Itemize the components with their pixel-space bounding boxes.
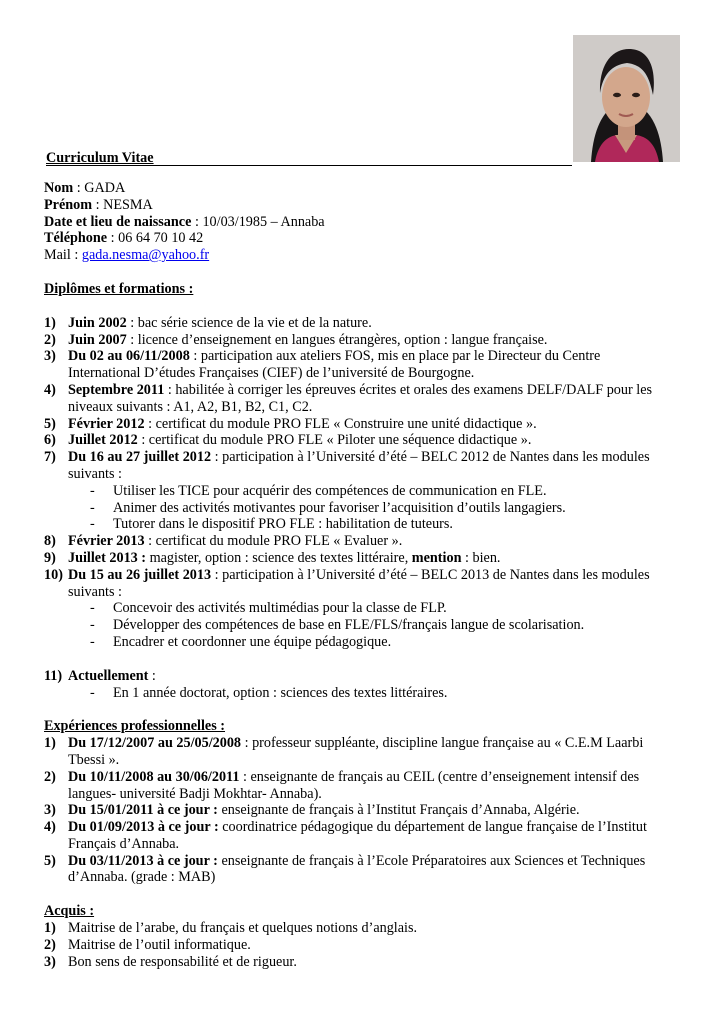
item-lead: Juin 2002 <box>68 314 127 331</box>
diplome-item <box>44 348 684 382</box>
item-text <box>68 533 684 550</box>
item-lead: Février 2012 <box>68 415 145 432</box>
item-number: 9) <box>44 549 56 566</box>
item-number: 3) <box>44 953 56 970</box>
item-lead: Du 15 au 26 juillet 2013 <box>68 566 212 583</box>
sub-list-item: - Développer des compétences de base en FLE/FLS/français langue de scolarisation. <box>90 617 684 634</box>
item-text <box>68 382 684 399</box>
item-lead: Du 03/11/2013 à ce jour : <box>68 852 218 869</box>
item-text <box>68 315 684 332</box>
item-text <box>68 550 684 567</box>
item-text <box>68 449 684 466</box>
identity-section <box>44 180 684 970</box>
sub-list-item: - Animer des activités motivantes pour favoriser l’acquisition d’outils langagiers. <box>90 500 684 517</box>
experience-item <box>44 802 684 819</box>
item-continuation: niveaux suivants : A1, A2, B1, B2, C1, C2. <box>68 398 313 415</box>
sub-list-item: - Tutorer dans le dispositif PRO FLE : habilitation de tuteurs. <box>90 516 684 533</box>
experiences-heading: Expériences professionnelles : <box>44 718 226 735</box>
sub-list-item: - Utiliser les TICE pour acquérir des compétences de communication en FLE. <box>90 483 684 500</box>
nom-line: Nom : GADA <box>44 180 126 196</box>
item-desc: : participation à l’Université d’été – BELC 2012 de Nantes dans les modules <box>211 449 650 466</box>
item-desc: : <box>148 667 156 684</box>
item-desc: coordinatrice pédagogique du département de langue française de l’Institut <box>218 819 647 836</box>
item-desc: : habilitée à corriger les épreuves écrites et orales des examens DELF/DALF pour les <box>164 381 653 398</box>
item-number: 1) <box>44 920 56 937</box>
diplome-item <box>44 550 684 567</box>
item-tail: : bien. <box>461 549 501 566</box>
item-text <box>68 769 684 786</box>
item-lead: Du 16 au 27 juillet 2012 <box>68 449 212 466</box>
portrait-photo <box>573 35 680 162</box>
item-lead: Février 2013 <box>68 533 145 550</box>
item-emphasis: mention <box>411 549 462 566</box>
item-text <box>68 668 684 685</box>
naissance-line: Date et lieu de naissance : 10/03/1985 – Annaba <box>44 213 325 230</box>
diplome-item <box>44 449 684 533</box>
email-link[interactable]: gada.nesma@yahoo.fr <box>81 247 210 264</box>
diplome-item <box>44 567 684 651</box>
item-number: 10) <box>44 566 63 583</box>
item-desc: Maitrise de l’arabe, du français et quelques notions d’anglais. <box>68 920 418 937</box>
item-text <box>68 332 684 349</box>
actuel-item <box>44 668 684 702</box>
item-continuation: langues- université Badji Mokhtar- Annaba). <box>68 785 322 802</box>
item-number: 6) <box>44 432 56 449</box>
item-desc: : licence d’enseignement en langues étrangères, option : langue française. <box>126 331 548 348</box>
acquis-item <box>44 920 684 937</box>
item-lead: Du 10/11/2008 au 30/06/2011 <box>68 768 240 785</box>
diplomes-heading: Diplômes et formations : <box>44 280 194 297</box>
sub-list-item: - En 1 année doctorat, option : sciences des textes littéraires. <box>90 685 684 702</box>
item-number: 5) <box>44 415 56 432</box>
item-desc: enseignante de français à l’Ecole Préparatoires aux Sciences et Techniques <box>217 852 646 869</box>
item-desc: Bon sens de responsabilité et de rigueur. <box>68 953 297 970</box>
item-number: 7) <box>44 449 56 466</box>
item-lead: Du 17/12/2007 au 25/05/2008 <box>68 735 242 752</box>
experience-item <box>44 853 684 887</box>
item-desc: : participation aux ateliers FOS, mis en place par le Directeur du Centre <box>189 348 601 365</box>
item-desc: enseignante de français à l’Institut Français d’Annaba, Algérie. <box>217 802 580 819</box>
item-lead: Du 15/01/2011 à ce jour : <box>68 802 218 819</box>
item-text <box>68 735 684 752</box>
item-continuation: d’Annaba. (grade : MAB) <box>68 869 216 886</box>
item-desc: : participation à l’Université d’été – BELC 2013 de Nantes dans les modules <box>211 566 650 583</box>
item-number: 5) <box>44 852 56 869</box>
item-lead: Juillet 2013 : <box>68 549 147 566</box>
item-number: 4) <box>44 381 56 398</box>
acquis-item <box>44 954 684 971</box>
item-lead: Du 02 au 06/11/2008 <box>68 348 190 365</box>
portrait-image <box>573 35 680 162</box>
item-text <box>68 819 684 836</box>
item-number: 1) <box>44 735 56 752</box>
experience-item <box>44 735 684 769</box>
item-number: 3) <box>44 348 56 365</box>
acquis-item <box>44 937 684 954</box>
item-text <box>68 416 684 433</box>
item-lead: Juillet 2012 <box>68 432 138 449</box>
sub-list <box>68 600 684 650</box>
item-lead: Du 01/09/2013 à ce jour : <box>68 819 219 836</box>
experience-item <box>44 769 684 803</box>
item-desc: : certificat du module PRO FLE « Piloter une séquence didactique ». <box>137 432 532 449</box>
item-text <box>68 802 684 819</box>
diplome-item <box>44 416 684 433</box>
cv-title: Curriculum Vitae <box>46 150 572 166</box>
item-number: 8) <box>44 533 56 550</box>
actuel-list <box>44 668 684 702</box>
item-continuation: Tbessi ». <box>68 751 120 768</box>
item-text <box>68 937 684 954</box>
item-number: 2) <box>44 936 56 953</box>
experience-item <box>44 819 684 853</box>
item-desc: : professeur suppléante, discipline langue française au « C.E.M Laarbi <box>241 735 644 752</box>
prenom-line: Prénom : NESMA <box>44 196 153 213</box>
diplome-item <box>44 332 684 349</box>
sub-list-item: - Encadrer et coordonner une équipe pédagogique. <box>90 634 684 651</box>
item-number: 11) <box>44 667 63 684</box>
item-lead: Juin 2007 <box>68 331 127 348</box>
item-text <box>68 920 684 937</box>
item-number: 3) <box>44 802 56 819</box>
experiences-list <box>44 735 684 886</box>
item-number: 2) <box>44 768 56 785</box>
acquis-list <box>44 920 684 970</box>
item-continuation: suivants : <box>68 583 122 600</box>
mail-line: Mail : gada.nesma@yahoo.fr <box>44 247 210 264</box>
diplomes-list <box>44 315 684 651</box>
sub-list <box>68 483 684 533</box>
item-number: 4) <box>44 819 56 836</box>
diplome-item <box>44 315 684 332</box>
item-number: 1) <box>44 314 56 331</box>
sub-list <box>68 685 684 702</box>
item-text <box>68 954 684 971</box>
item-text <box>68 348 684 365</box>
item-continuation: Français d’Annaba. <box>68 835 180 852</box>
item-text <box>68 567 684 584</box>
item-lead: Actuellement <box>68 667 149 684</box>
item-text <box>68 853 684 870</box>
acquis-heading: Acquis : <box>44 903 95 920</box>
item-continuation: suivants : <box>68 465 122 482</box>
item-number: 2) <box>44 331 56 348</box>
item-desc: magister, option : science des textes littéraire, <box>146 549 412 566</box>
telephone-line: Téléphone : 06 64 70 10 42 <box>44 230 204 247</box>
item-text <box>68 432 684 449</box>
item-desc: Maitrise de l’outil informatique. <box>68 936 251 953</box>
diplome-item <box>44 382 684 416</box>
item-desc: : enseignante de français au CEIL (centre d’enseignement intensif des <box>239 768 640 785</box>
sub-list-item: - Concevoir des activités multimédias pour la classe de FLP. <box>90 600 684 617</box>
diplome-item <box>44 432 684 449</box>
item-desc: : certificat du module PRO FLE « Construire une unité didactique ». <box>144 415 537 432</box>
item-desc: : bac série science de la vie et de la nature. <box>126 314 372 331</box>
item-desc: : certificat du module PRO FLE « Evaluer ». <box>144 533 403 550</box>
item-continuation: International D’études Françaises (CIEF) de l’université de Bourgogne. <box>68 365 475 382</box>
diplome-item <box>44 533 684 550</box>
item-lead: Septembre 2011 <box>68 381 165 398</box>
